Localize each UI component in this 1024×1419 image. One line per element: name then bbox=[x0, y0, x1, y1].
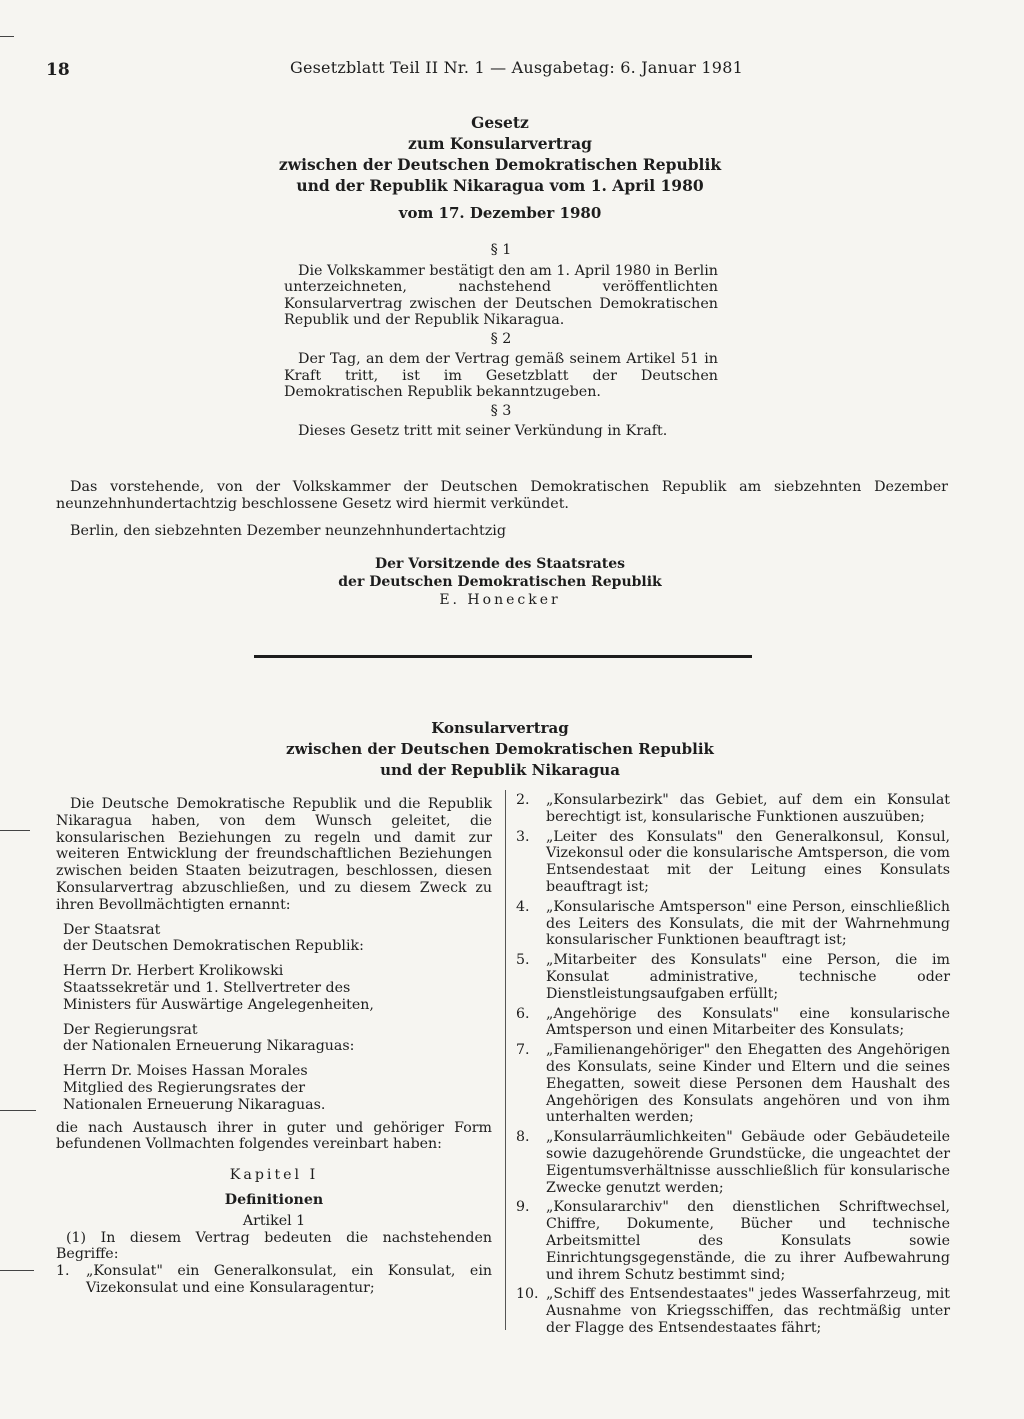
definition-item bbox=[516, 829, 950, 896]
chapter-title: Definitionen bbox=[224, 1191, 324, 1208]
definition-text: „Schiff des Entsendestaates" jedes Wasserfahrzeug, mit Ausnahme von Kriegsschiffen, das rechtmäßig unter der Flagge des Entsendestaates fährt; bbox=[546, 1286, 950, 1336]
plenipotentiary bbox=[56, 922, 492, 956]
law-date: vom 17. Dezember 1980 bbox=[398, 204, 602, 222]
signature-title: der Deutschen Demokratischen Republik bbox=[338, 574, 662, 590]
plenipotentiary bbox=[56, 1063, 492, 1113]
right-column bbox=[516, 792, 950, 1340]
article-intro: (1) In diesem Vertrag bedeuten die nachstehenden Begriffe: bbox=[56, 1229, 492, 1263]
definition-text: „Familienangehöriger" den Ehegatten des Angehörigen des Konsulats, seine Kinder und Eltern und die seines Ehegatten, soweit diese Personen dem Haushalt des Angehörigen des Konsulats angehören und von ihm unterhalten werden; bbox=[546, 1042, 950, 1126]
definition-number: 5. bbox=[516, 952, 530, 969]
section-text: Der Tag, an dem der Vertrag gemäß seinem Artikel 51 in Kraft tritt, ist im Gesetzblatt der Deutschen Demokratischen Republik bekanntzugeben. bbox=[284, 351, 718, 400]
running-header: Gesetzblatt Teil II Nr. 1 — Ausgabetag: 6. Januar 1981 bbox=[290, 58, 743, 77]
definition-item bbox=[516, 952, 950, 1002]
definition-number: 1. bbox=[56, 1263, 70, 1280]
definition-item bbox=[516, 792, 950, 826]
definition-number: 3. bbox=[516, 828, 530, 845]
definition-text: „Konsulararchiv" den dienstlichen Schriftwechsel, Chiffre, Dokumente, Bücher und technische Arbeitsmittel des Konsulats sowie Einrichtungsgegenstände, die zu ihrer Aufbewahrung und ihrem Schutz bestimmt sind; bbox=[546, 1199, 950, 1283]
definition-text: „Konsulat" ein Generalkonsulat, ein Konsulat, ein Vizekonsulat und eine Konsularagentur; bbox=[86, 1263, 492, 1296]
article-heading: Artikel 1 bbox=[242, 1212, 306, 1229]
plenipotentiary-line: Nationalen Erneuerung Nikaraguas. bbox=[63, 1096, 326, 1113]
margin-mark bbox=[0, 830, 30, 831]
definition-number: 7. bbox=[516, 1042, 530, 1059]
treaty-title-line: und der Republik Nikaragua bbox=[380, 761, 620, 779]
law-title-line: und der Republik Nikaragua vom 1. April 1980 bbox=[296, 176, 704, 195]
section-divider bbox=[254, 655, 752, 658]
signature-title: Der Vorsitzende des Staatsrates bbox=[374, 556, 626, 572]
page-number: 18 bbox=[46, 60, 70, 80]
margin-mark bbox=[0, 36, 14, 37]
signature-block bbox=[250, 555, 750, 609]
closing-clause: die nach Austausch ihrer in guter und gehöriger Form befundenen Vollmachten folgendes vereinbart haben: bbox=[56, 1119, 492, 1153]
law-title-line: Gesetz bbox=[471, 113, 529, 132]
law-sections bbox=[284, 240, 718, 440]
plenipotentiary bbox=[56, 1022, 492, 1056]
signatory-name: E. Honecker bbox=[439, 592, 561, 608]
plenipotentiary-line: Herrn Dr. Herbert Krolikowski bbox=[63, 963, 284, 980]
definition-text: „Mitarbeiter des Konsulats" eine Person, die im Konsulat administrative, technische oder Dienstleistungsaufgaben erfüllt; bbox=[546, 952, 950, 1002]
place-date: Berlin, den siebzehnten Dezember neunzehnhundertachtzig bbox=[70, 523, 507, 539]
plenipotentiary-line: der Nationalen Erneuerung Nikaraguas: bbox=[63, 1038, 355, 1055]
column-divider bbox=[505, 790, 506, 1330]
definition-item bbox=[516, 1006, 950, 1040]
section-text: Die Volkskammer bestätigt den am 1. April 1980 in Berlin unterzeichneten, nachstehend veröffentlichten Konsularvertrag zwischen der Deutschen Demokratischen Republik und der Republik Nikaragua. bbox=[284, 262, 718, 328]
section-text: Dieses Gesetz tritt mit seiner Verkündung in Kraft. bbox=[298, 423, 668, 439]
definition-number: 6. bbox=[516, 1005, 530, 1022]
treaty-title bbox=[230, 718, 770, 781]
definition-item bbox=[516, 1286, 950, 1336]
section-sign: § 1 bbox=[490, 242, 512, 258]
section-sign: § 3 bbox=[490, 402, 512, 419]
plenipotentiary-line: Der Regierungsrat bbox=[63, 1021, 198, 1038]
plenipotentiary-line: Staatssekretär und 1. Stellvertreter des bbox=[63, 979, 351, 996]
definition-number: 8. bbox=[516, 1129, 530, 1146]
definition-item bbox=[516, 1129, 950, 1196]
plenipotentiary bbox=[56, 963, 492, 1013]
definition-number: 9. bbox=[516, 1199, 530, 1216]
section-sign: § 2 bbox=[490, 330, 512, 347]
definition-text: „Leiter des Konsulats" den Generalkonsul, Konsul, Vizekonsul oder die konsularische Amtsperson, die vom Entsendestaat mit der Leitung eines Konsulats beauftragt ist; bbox=[546, 828, 950, 895]
preamble: Die Deutsche Demokratische Republik und die Republik Nikaragua haben, von dem Wunsch geleitet, die konsularischen Beziehungen zu regeln und damit zur weiteren Entwicklung der freundschaftlichen Beziehungen zwischen beiden Staaten beizutragen, beschlossen, diesen Konsularvertrag abzuschließen, und zu diesem Zweck zu ihren Bevollmächtigten ernannt: bbox=[56, 796, 492, 913]
law-title-line: zum Konsularvertrag bbox=[408, 134, 592, 153]
proclamation-text: Das vorstehende, von der Volkskammer der Deutschen Demokratischen Republik am siebzehnten Dezember neunzehnhundertachtzig beschlossene Gesetz wird hiermit verkündet. bbox=[56, 479, 948, 512]
definition-text: „Konsularbezirk" das Gebiet, auf dem ein Konsulat berechtigt ist, konsularische Funktionen auszuüben; bbox=[546, 792, 950, 825]
definition-item bbox=[56, 1263, 492, 1297]
definition-text: „Konsularische Amtsperson" eine Person, einschließlich des Leiters des Konsulats, die mit der Wahrnehmung konsularischer Funktionen beauftragt ist; bbox=[546, 898, 950, 949]
left-column bbox=[56, 796, 492, 1300]
chapter-heading: Kapitel I bbox=[229, 1167, 319, 1184]
plenipotentiary-line: Ministers für Auswärtige Angelegenheiten, bbox=[63, 996, 374, 1013]
treaty-title-line: zwischen der Deutschen Demokratischen Republik bbox=[286, 740, 714, 758]
plenipotentiary-line: Mitglied des Regierungsrates der bbox=[63, 1079, 306, 1096]
definition-text: „Konsularräumlichkeiten" Gebäude oder Gebäudeteile sowie dazugehörende Grundstücke, die ungeachtet der Eigentumsverhältnisse ausschließlich für konsularische Zwecke genutzt werden; bbox=[546, 1129, 950, 1196]
proclamation bbox=[56, 479, 948, 540]
treaty-title-line: Konsularvertrag bbox=[431, 719, 569, 737]
plenipotentiary-line: Herrn Dr. Moises Hassan Morales bbox=[63, 1063, 308, 1080]
plenipotentiary-line: Der Staatsrat bbox=[63, 921, 161, 938]
definition-item bbox=[516, 1042, 950, 1126]
margin-mark bbox=[0, 1110, 36, 1111]
definition-number: 4. bbox=[516, 898, 530, 915]
law-title-line: zwischen der Deutschen Demokratischen Republik bbox=[278, 155, 722, 174]
definition-item bbox=[516, 899, 950, 949]
plenipotentiary-line: der Deutschen Demokratischen Republik: bbox=[63, 938, 364, 955]
definition-number: 10. bbox=[516, 1286, 539, 1303]
margin-mark bbox=[0, 1270, 34, 1271]
definition-text: „Angehörige des Konsulats" eine konsularische Amtsperson und einen Mitarbeiter des Konsulats; bbox=[546, 1005, 950, 1039]
definition-item bbox=[516, 1199, 950, 1283]
law-title bbox=[250, 112, 750, 196]
definition-number: 2. bbox=[516, 792, 530, 808]
